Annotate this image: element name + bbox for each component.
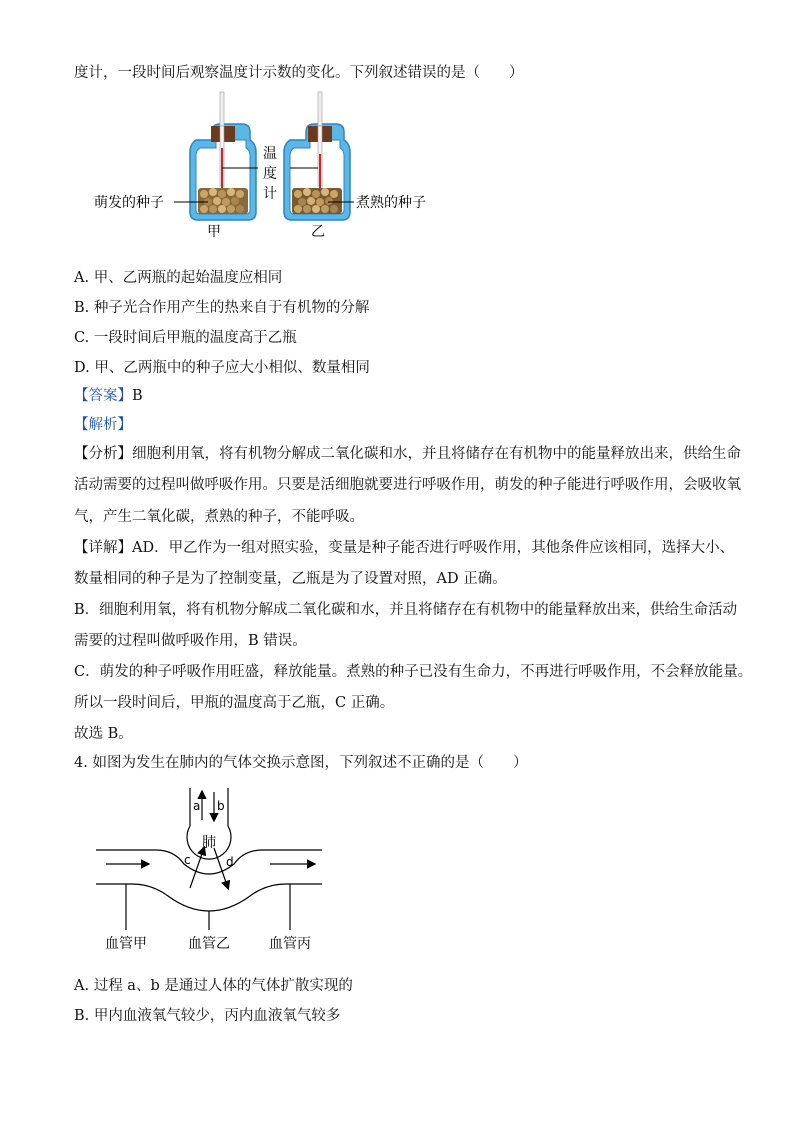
lung-gas-exchange-figure: [92, 784, 332, 954]
xiangjie-text-1: AD．甲乙作为一组对照实验，变量是种子能否进行呼吸作用，其他条件应该相同，选择大小、: [132, 540, 735, 556]
label-yi: 乙: [311, 224, 325, 240]
q4-option-b: B. 甲内血液氧气较少，丙内血液氧气较多: [74, 1008, 341, 1024]
q3-option-a: A. 甲、乙两瓶的起始温度应相同: [74, 270, 283, 286]
label-lung: 肺: [202, 835, 216, 851]
label-c: c: [184, 853, 191, 867]
arrow-c: [190, 848, 204, 888]
thermometer-label-3: 计: [263, 186, 277, 202]
vessel-upper-wall: [96, 850, 322, 874]
q3-option-b: B. 种子光合作用产生的热来自于有机物的分解: [74, 300, 370, 316]
thermos-experiment-figure: [92, 88, 452, 240]
answer-tag: 【答案】: [74, 388, 132, 404]
analysis-tag: 【解析】: [74, 417, 132, 433]
xiangjie-tag: 【详解】: [74, 540, 132, 556]
seeds-jia: [198, 188, 248, 214]
q4-stem: 4. 如图为发生在肺内的气体交换示意图，下列叙述不正确的是（ ）: [74, 755, 528, 771]
label-d: d: [226, 855, 234, 869]
thermometer-label-1: 温: [263, 146, 277, 162]
xiangjie-line-1: [74, 538, 734, 558]
bottle-jia: [190, 92, 256, 220]
label-germinating-seeds: 萌发的种子: [94, 195, 164, 211]
answer-value: B: [132, 388, 143, 404]
label-b: b: [217, 799, 225, 813]
seeds-yi: [292, 188, 342, 214]
q3-option-c: C. 一段时间后甲瓶的温度高于乙瓶: [74, 330, 297, 346]
q4-option-a: A. 过程 a、b 是通过人体的气体扩散实现的: [74, 978, 353, 994]
fenxi-text-1: 细胞利用氧，将有机物分解成二氧化碳和水，并且将储存在有机物中的能量释放出来，供给生命: [132, 446, 741, 462]
label-vessel-yi: 血管乙: [188, 936, 230, 952]
xiangjie-line-4: 需要的过程叫做呼吸作用，B 错误。: [74, 633, 307, 649]
label-jia: 甲: [207, 224, 221, 240]
label-cooked-seeds: 煮熟的种子: [356, 195, 426, 211]
answer-line: [74, 386, 143, 406]
xiangjie-line-2: 数量相同的种子是为了控制变量，乙瓶是为了设置对照，AD 正确。: [74, 571, 507, 587]
fenxi-line-1: [74, 444, 741, 464]
xiangjie-line-6: 所以一段时间后，甲瓶的温度高于乙瓶，C 正确。: [74, 695, 395, 711]
bottle-yi: [284, 92, 350, 220]
label-a: a: [193, 799, 201, 813]
q3-stem-tail: 度计，一段时间后观察温度计示数的变化。下列叙述错误的是（ ）: [74, 65, 524, 81]
vessel-lower-wall: [96, 884, 322, 911]
xiangjie-line-3: B．细胞利用氧，将有机物分解成二氧化碳和水，并且将储存在有机物中的能量释放出来，供给生命活动: [74, 602, 738, 618]
label-vessel-jia: 血管甲: [105, 936, 147, 952]
label-vessel-bing: 血管丙: [269, 936, 311, 952]
q3-option-d: D. 甲、乙两瓶中的种子应大小相似、数量相同: [74, 360, 370, 376]
fenxi-line-3: 气，产生二氧化碳，煮熟的种子，不能呼吸。: [74, 509, 364, 525]
fenxi-line-2: 活动需要的过程叫做呼吸作用。只要是活细胞就要进行呼吸作用，萌发的种子能进行呼吸作用，会吸收氧: [74, 477, 741, 493]
fenxi-tag: 【分析】: [74, 446, 132, 462]
xiangjie-line-5: C．萌发的种子呼吸作用旺盛，释放能量。煮熟的种子已没有生命力，不再进行呼吸作用，不会释放能量。: [74, 664, 753, 680]
thermometer-label-2: 度: [263, 166, 277, 182]
xiangjie-line-7: 故选 B。: [74, 726, 133, 742]
